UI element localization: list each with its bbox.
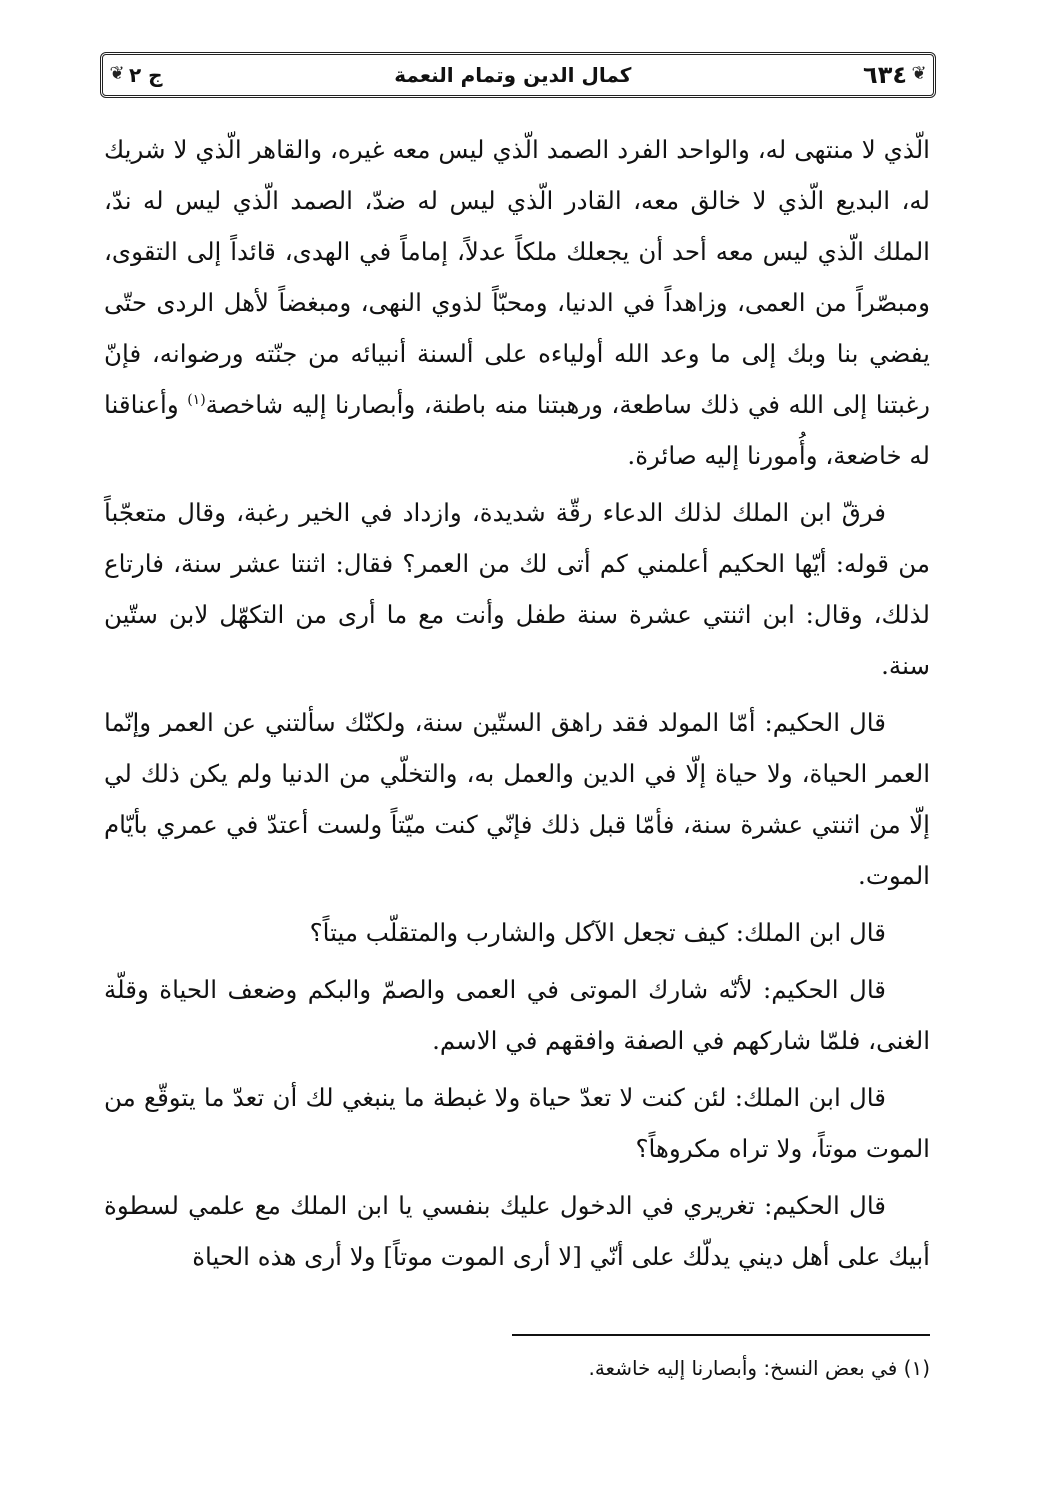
header-ornament-left-icon: ❦ — [109, 63, 125, 84]
main-text — [104, 124, 930, 1288]
paragraph-7: قال الحكيم: تغريري في الدخول عليك بنفسي يا ابن الملك مع علمي لسطوة أبيك على أهل ديني يدلّك على أنّي [لا أرى الموت موتاً] ولا أرى هذه الحياة — [104, 1191, 930, 1271]
header-ornament-right-icon: ❦ — [911, 63, 927, 84]
paragraph-1-text: الّذي لا منتهى له، والواحد الفرد الصمد الّذي ليس معه غيره، والقاهر الّذي لا شريك له، البديع الّذي لا خالق معه، القادر الّذي ليس له ضدّ، الصمد الّذي ليس له ندّ، الملك الّذي ليس معه أحد أن يجعلك ملكاً عدلاً، إماماً في الهدى، قائداً إلى التقوى، ومبصّراً من العمى، وزاهداً في الدنيا، ومحبّاً لذوي النهى، ومبغضاً لأهل الردى حتّى يفضي بنا وبك إلى ما وعد الله أولياءه على ألسنة أنبيائه من جنّته ورضوانه، فإنّ رغبتنا إلى الله في ذلك ساطعة، ورهبتنا منه باطنة، وأبصارنا إليه شاخصة — [104, 135, 930, 419]
paragraph-5: قال الحكيم: لأنّه شارك الموتى في العمى والصمّ والبكم وضعف الحياة وقلّة الغنى، فلمّا شاركهم في الصفة وافقهم في الاسم. — [104, 975, 930, 1055]
footnote: (١) في بعض النسخ: وأبصارنا إليه خاشعة. — [588, 1356, 930, 1380]
paragraph-6: قال ابن الملك: لئن كنت لا تعدّ حياة ولا غبطة ما ينبغي لك أن تعدّ ما يتوقّع من الموت موتاً، ولا تراه مكروهاً؟ — [104, 1083, 930, 1163]
book-title: كمال الدين وتمام النعمة — [394, 63, 632, 87]
running-header — [100, 52, 936, 98]
page-number: ٦٣٤ — [863, 61, 907, 89]
paragraph-1-tail: وأعناقنا له خاضعة، وأُمورنا إليه صائرة. — [104, 390, 930, 470]
footnote-separator — [512, 1334, 930, 1336]
paragraph-1 — [104, 124, 930, 481]
paragraph-2: فرقّ ابن الملك لذلك الدعاء رقّة شديدة، وازداد في الخير رغبة، وقال متعجّباً من قوله: أيّها الحكيم أعلمني كم أتى لك من العمر؟ فقال: اثنتا عشر سنة، فارتاع لذلك، وقال: ابن اثنتي عشرة سنة طفل وأنت مع ما أرى من التكهّل لابن ستّين سنة. — [104, 498, 930, 680]
footnote-reference: (١) — [187, 391, 206, 408]
paragraph-3: قال الحكيم: أمّا المولد فقد راهق الستّين سنة، ولكنّك سألتني عن العمر وإنّما العمر الحياة، ولا حياة إلّا في الدين والعمل به، والتخلّي من الدنيا ولم يكن ذلك لي إلّا من اثنتي عشرة سنة، فأمّا قبل ذلك فإنّي كنت ميّتاً ولست أعتدّ في عمري بأيّام الموت. — [104, 708, 930, 890]
volume-number: ج ٢ — [129, 63, 163, 87]
paragraph-4: قال ابن الملك: كيف تجعل الآكل والشارب والمتقلّب ميتاً؟ — [309, 918, 886, 947]
